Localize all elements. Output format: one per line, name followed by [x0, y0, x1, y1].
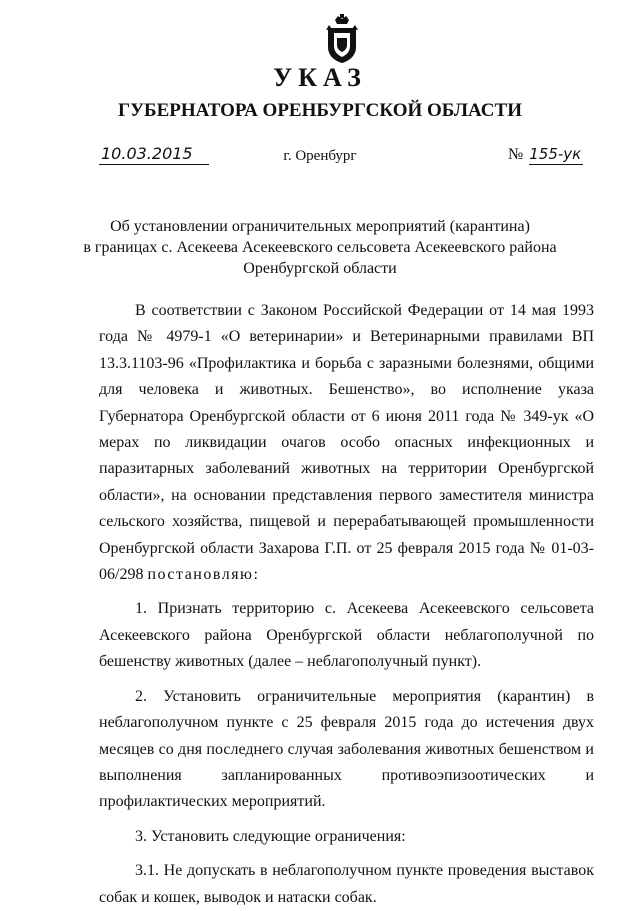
heading-line-1: Об установлении ограничительных мероприятий (карантина) — [110, 218, 530, 235]
document-number: 155-ук — [529, 144, 583, 165]
heading-line-3: Оренбургской области — [243, 260, 397, 277]
item-3-paragraph: 3. Установить следующие ограничения: — [135, 827, 406, 845]
item-3-1-paragraph: 3.1. Не допускать в неблагополучном пункте проведения выставок собак и кошек, выводок и натаски собак. — [99, 862, 594, 906]
document-heading — [60, 216, 580, 279]
number-sign: № — [508, 146, 524, 163]
heading-line-2: в границах с. Асекеева Асекеевского сельсовета Асекеевского района — [83, 239, 557, 256]
preamble-text: В соответствии с Законом Российской Федерации от 14 мая 1993 года № 4979-1 «О ветеринарии» и Ветеринарными правилами ВП 13.3.1103-96 «Профилактика и борьба с заразными болезнями, общими для человека и животных. Бешенство», во исполнение указа Губернатора Оренбургской области от 6 июня 2011 года № 349-ук «О мерах по ликвидации очагов особо опасных инфекционных и паразитарных заболеваний животных на территории Оренбургской области», на основании представления первого заместителя министра сельского хозяйства, пищевой и перерабатывающей промышленности Оренбургской области Захарова Г.П. от 25 февраля 2015 года № 01-03-06/298 — [99, 302, 594, 584]
preamble-paragraph — [99, 298, 594, 588]
item-2-paragraph: 2. Установить ограничительные мероприятия (карантин) в неблагополучном пункте с 25 февраля 2015 года до истечения двух месяцев со дня последнего случая заболевания животных бешенством и выполнения запланированных противоэпизоотических и профилактических мероприятий. — [99, 687, 594, 811]
document-date: 10.03.2015 — [99, 144, 209, 165]
document-title: УКАЗ — [273, 63, 367, 92]
item-1-paragraph: 1. Признать территорию с. Асекеева Асекеевского сельсовета Асекеевского района Оренбургской области неблагополучной по бешенству животных (далее – неблагополучный пункт). — [99, 600, 594, 671]
coat-of-arms-icon — [325, 14, 359, 64]
document-number-field — [508, 144, 583, 165]
document-subtitle: ГУБЕРНАТОРА ОРЕНБУРГСКОЙ ОБЛАСТИ — [118, 100, 522, 121]
document-city: г. Оренбург — [283, 148, 357, 164]
resolve-word: постановляю: — [147, 566, 260, 584]
document-body — [99, 298, 594, 911]
